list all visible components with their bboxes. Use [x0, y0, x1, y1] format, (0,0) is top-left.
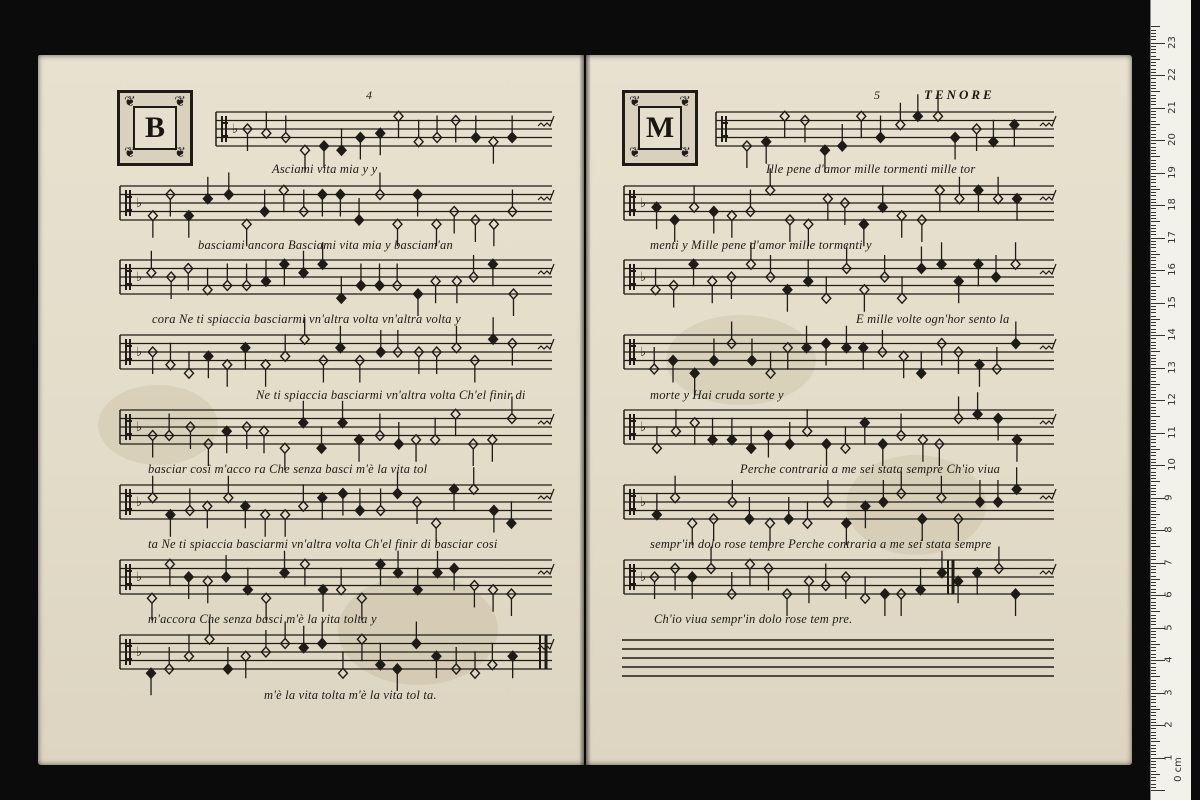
ruler-number: 11: [1166, 425, 1178, 439]
note-head-icon: [1011, 339, 1020, 349]
note-head-icon: [355, 506, 364, 516]
note-head-icon: [376, 128, 385, 138]
note-head-icon: [281, 510, 290, 520]
note-head-icon: [651, 285, 660, 295]
note-head-icon: [469, 484, 478, 494]
note-head-icon: [917, 368, 926, 378]
note-head-icon: [166, 360, 175, 370]
ruler-number: 6: [1163, 591, 1175, 598]
ruler-number: 18: [1166, 198, 1178, 211]
note-head-icon: [243, 585, 252, 595]
note-head-icon: [727, 211, 736, 221]
note-head-icon: [857, 111, 866, 121]
note-head-icon: [299, 643, 308, 653]
note-head-icon: [876, 133, 885, 143]
lyric-line: Ille pene d'amor mille tormenti mille tor: [766, 162, 976, 176]
note-head-icon: [147, 593, 156, 603]
note-head-icon: [147, 668, 156, 678]
ruler-number: 22: [1166, 68, 1178, 81]
ruler-number: 16: [1166, 263, 1178, 276]
initial-letter-m: M: [638, 106, 682, 150]
note-head-icon: [918, 514, 927, 524]
lyric-line: ta Ne ti spiaccia basciarmi vn'altra volta Ch'el finir di basciar cosi: [148, 537, 498, 551]
note-head-icon: [300, 334, 309, 344]
flat-sign-icon: ♭: [136, 570, 143, 585]
flat-sign-icon: ♭: [640, 420, 647, 435]
ruler-number: 14: [1166, 328, 1178, 341]
note-head-icon: [762, 137, 771, 147]
note-head-icon: [842, 343, 851, 353]
note-head-icon: [780, 111, 789, 121]
decorated-initial-right: ❦ ❦ ❦ ❦ M: [622, 90, 698, 166]
note-head-icon: [431, 435, 440, 445]
note-head-icon: [785, 439, 794, 449]
note-head-icon: [319, 585, 328, 595]
ruler-number: 15: [1166, 295, 1178, 309]
note-head-icon: [992, 272, 1001, 282]
note-head-icon: [897, 211, 906, 221]
lyric-line: Perche contraria a me sei stata sempre Ch'io viua: [740, 462, 1001, 476]
note-head-icon: [974, 259, 983, 269]
note-head-icon: [320, 141, 329, 151]
lyric-line: basciar cosi m'acco ra Che senza basci m'è la vita tol: [148, 462, 428, 476]
note-head-icon: [747, 443, 756, 453]
note-head-icon: [223, 360, 232, 370]
note-head-icon: [488, 435, 497, 445]
note-head-icon: [376, 559, 385, 569]
note-head-icon: [842, 518, 851, 528]
note-head-icon: [413, 190, 422, 200]
ruler-number: 10: [1166, 458, 1178, 471]
note-head-icon: [652, 510, 661, 520]
note-head-icon: [488, 660, 497, 670]
note-head-icon: [489, 506, 498, 516]
note-head-icon: [357, 593, 366, 603]
note-head-icon: [431, 276, 440, 286]
note-head-icon: [355, 435, 364, 445]
note-head-icon: [954, 576, 963, 586]
note-head-icon: [974, 185, 983, 195]
note-head-icon: [148, 493, 157, 503]
page-number-right: 5: [874, 88, 880, 102]
note-head-icon: [452, 276, 461, 286]
note-head-icon: [356, 133, 365, 143]
note-head-icon: [241, 501, 250, 511]
note-head-icon: [859, 343, 868, 353]
note-head-icon: [899, 351, 908, 361]
note-head-icon: [393, 219, 402, 229]
flat-sign-icon: ♭: [136, 196, 143, 211]
note-head-icon: [1011, 589, 1020, 599]
note-head-icon: [224, 493, 233, 503]
note-head-icon: [489, 219, 498, 229]
note-head-icon: [507, 518, 516, 528]
ruler-number: 20: [1166, 133, 1178, 146]
note-head-icon: [690, 368, 699, 378]
flat-sign-icon: ♭: [136, 345, 143, 360]
flat-sign-icon: ♭: [640, 196, 647, 211]
note-head-icon: [488, 259, 497, 269]
note-head-icon: [184, 572, 193, 582]
flat-sign-icon: ♭: [136, 270, 143, 285]
note-head-icon: [300, 145, 309, 155]
note-head-icon: [652, 202, 661, 212]
note-head-icon: [973, 568, 982, 578]
note-head-icon: [975, 497, 984, 507]
note-head-icon: [994, 414, 1003, 424]
flat-sign-icon: ♭: [640, 270, 647, 285]
note-head-icon: [318, 493, 327, 503]
note-head-icon: [184, 651, 193, 661]
note-head-icon: [1012, 435, 1021, 445]
note-head-icon: [746, 259, 755, 269]
note-head-icon: [880, 589, 889, 599]
note-head-icon: [432, 518, 441, 528]
ruler-number: 1: [1163, 753, 1175, 761]
note-head-icon: [338, 668, 347, 678]
note-head-icon: [508, 133, 517, 143]
note-head-icon: [393, 664, 402, 674]
note-head-icon: [451, 409, 460, 419]
flat-sign-icon: ♭: [640, 570, 647, 585]
note-head-icon: [489, 334, 498, 344]
ruler-number: 19: [1166, 165, 1178, 179]
lyric-line: Asciami vita mia y y: [272, 162, 378, 176]
note-head-icon: [394, 439, 403, 449]
note-head-icon: [357, 634, 366, 644]
note-head-icon: [934, 111, 943, 121]
note-head-icon: [336, 190, 345, 200]
decorated-initial-left: ❦ ❦ ❦ ❦ B: [117, 90, 193, 166]
ruler-number: 13: [1166, 360, 1178, 374]
note-head-icon: [879, 497, 888, 507]
note-head-icon: [337, 585, 346, 595]
lyric-line: Ch'io viua sempr'in dolo rose tem pre.: [654, 612, 853, 626]
ruler-number: 2: [1163, 721, 1175, 728]
note-head-icon: [241, 651, 250, 661]
note-head-icon: [688, 572, 697, 582]
note-head-icon: [299, 268, 308, 278]
note-head-icon: [937, 493, 946, 503]
note-head-icon: [376, 660, 385, 670]
note-head-icon: [489, 585, 498, 595]
note-head-icon: [859, 219, 868, 229]
note-head-icon: [918, 435, 927, 445]
note-head-icon: [299, 418, 308, 428]
note-head-icon: [184, 368, 193, 378]
note-head-icon: [727, 435, 736, 445]
note-head-icon: [937, 259, 946, 269]
ruler-number: 3: [1163, 688, 1175, 696]
note-head-icon: [766, 368, 775, 378]
note-head-icon: [993, 497, 1002, 507]
note-head-icon: [471, 133, 480, 143]
note-head-icon: [413, 289, 422, 299]
note-head-icon: [1010, 120, 1019, 130]
note-head-icon: [262, 593, 271, 603]
note-head-icon: [689, 259, 698, 269]
note-head-icon: [452, 343, 461, 353]
note-head-icon: [935, 185, 944, 195]
lyric-line: cora Ne ti spiaccia basciarmi vn'altra volta vn'altra volta y: [152, 312, 461, 326]
note-head-icon: [147, 268, 156, 278]
note-head-icon: [337, 293, 346, 303]
note-head-icon: [784, 514, 793, 524]
ruler-number: 23: [1166, 35, 1178, 49]
note-head-icon: [838, 141, 847, 151]
note-head-icon: [878, 202, 887, 212]
note-head-icon: [989, 137, 998, 147]
note-head-icon: [898, 293, 907, 303]
note-head-icon: [822, 293, 831, 303]
note-head-icon: [450, 564, 459, 574]
note-head-icon: [690, 418, 699, 428]
note-head-icon: [165, 559, 174, 569]
lyric-line: Ne ti spiaccia basciarmi vn'altra volta Ch'el finir di: [256, 388, 526, 402]
note-head-icon: [450, 484, 459, 494]
note-head-icon: [203, 285, 212, 295]
note-head-icon: [433, 568, 442, 578]
ruler-number: 21: [1166, 100, 1178, 114]
note-head-icon: [841, 443, 850, 453]
note-head-icon: [766, 185, 775, 195]
note-head-icon: [745, 514, 754, 524]
note-head-icon: [148, 211, 157, 221]
note-head-icon: [747, 356, 756, 366]
ruler-unit-label: 0 cm: [1172, 757, 1184, 782]
note-head-icon: [299, 501, 308, 511]
lyric-line: m'è la vita tolta m'è la vita tol ta.: [264, 688, 437, 702]
note-head-icon: [203, 576, 212, 586]
note-head-icon: [375, 281, 384, 291]
flat-sign-icon: ♭: [232, 122, 239, 137]
note-head-icon: [783, 343, 792, 353]
note-head-icon: [222, 426, 231, 436]
note-head-icon: [394, 568, 403, 578]
note-head-icon: [280, 568, 289, 578]
note-head-icon: [318, 639, 327, 649]
note-head-icon: [709, 356, 718, 366]
note-head-icon: [224, 190, 233, 200]
note-head-icon: [917, 264, 926, 274]
note-head-icon: [203, 194, 212, 204]
note-head-icon: [955, 194, 964, 204]
note-head-icon: [318, 259, 327, 269]
note-head-icon: [394, 111, 403, 121]
lyric-line: E mille volte ogn'hor sento la: [856, 312, 1010, 326]
note-head-icon: [975, 360, 984, 370]
note-head-icon: [804, 576, 813, 586]
note-head-icon: [356, 281, 365, 291]
note-head-icon: [803, 426, 812, 436]
note-head-icon: [804, 276, 813, 286]
flat-sign-icon: ♭: [136, 495, 143, 510]
note-head-icon: [822, 439, 831, 449]
initial-letter-b: B: [133, 106, 177, 150]
note-head-icon: [861, 593, 870, 603]
note-head-icon: [260, 426, 269, 436]
flat-sign-icon: ♭: [640, 495, 647, 510]
note-head-icon: [336, 343, 345, 353]
flat-sign-icon: ♭: [640, 345, 647, 360]
ruler-number: 9: [1163, 493, 1175, 501]
note-head-icon: [261, 360, 270, 370]
note-head-icon: [222, 572, 231, 582]
note-head-icon: [279, 185, 288, 195]
note-head-icon: [432, 219, 441, 229]
note-head-icon: [764, 431, 773, 441]
note-head-icon: [300, 559, 309, 569]
note-head-icon: [280, 443, 289, 453]
lyric-line: m'accora Che senza basci m'è la vita tolta y: [148, 612, 377, 626]
lyric-line: basciami ancora Basciami vita mia y basciam'an: [198, 238, 453, 252]
note-head-icon: [670, 215, 679, 225]
note-head-icon: [317, 443, 326, 453]
note-head-icon: [203, 501, 212, 511]
ruler-number: 7: [1163, 558, 1175, 566]
note-head-icon: [803, 518, 812, 528]
lyric-line: sempr'in dolo rose tempre Perche contraria a me sei stata sempre: [650, 537, 992, 551]
note-head-icon: [318, 190, 327, 200]
note-head-icon: [184, 211, 193, 221]
note-head-icon: [671, 426, 680, 436]
note-head-icon: [823, 194, 832, 204]
note-head-icon: [242, 219, 251, 229]
note-head-icon: [708, 276, 717, 286]
note-head-icon: [414, 137, 423, 147]
page-number-left: 4: [366, 88, 372, 102]
note-head-icon: [489, 137, 498, 147]
flat-sign-icon: ♭: [136, 420, 143, 435]
note-head-icon: [671, 493, 680, 503]
note-head-icon: [690, 202, 699, 212]
note-head-icon: [355, 215, 364, 225]
note-head-icon: [804, 219, 813, 229]
lyric-line: morte y Hai cruda sorte y: [650, 388, 784, 402]
note-head-icon: [471, 668, 480, 678]
ruler-number: 12: [1166, 393, 1178, 406]
note-head-icon: [432, 651, 441, 661]
note-head-icon: [973, 409, 982, 419]
note-head-icon: [708, 435, 717, 445]
note-head-icon: [205, 634, 214, 644]
note-head-icon: [261, 276, 270, 286]
note-head-icon: [994, 194, 1003, 204]
note-head-icon: [281, 351, 290, 361]
note-head-icon: [223, 664, 232, 674]
note-head-icon: [262, 128, 271, 138]
note-head-icon: [860, 418, 869, 428]
note-head-icon: [280, 259, 289, 269]
ruler-number: 8: [1163, 526, 1175, 533]
note-head-icon: [1012, 484, 1021, 494]
note-head-icon: [652, 443, 661, 453]
note-head-icon: [860, 285, 869, 295]
voice-part-label: TENORE: [924, 87, 995, 102]
note-head-icon: [204, 351, 213, 361]
note-head-icon: [376, 347, 385, 357]
note-head-icon: [709, 207, 718, 217]
note-head-icon: [937, 568, 946, 578]
note-head-icon: [820, 145, 829, 155]
note-head-icon: [954, 276, 963, 286]
note-head-icon: [393, 489, 402, 499]
lyric-line: menti y Mille pene d'amor mille tormenti y: [650, 238, 872, 252]
note-head-icon: [878, 439, 887, 449]
note-head-icon: [337, 145, 346, 155]
flat-sign-icon: ♭: [136, 645, 143, 660]
note-head-icon: [338, 418, 347, 428]
note-head-icon: [412, 435, 421, 445]
ruler-number: 17: [1166, 230, 1178, 244]
note-head-icon: [861, 501, 870, 511]
ruler-number: 5: [1163, 623, 1175, 631]
note-head-icon: [916, 585, 925, 595]
note-head-icon: [913, 111, 922, 121]
note-head-icon: [261, 510, 270, 520]
note-head-icon: [951, 133, 960, 143]
note-head-icon: [822, 339, 831, 349]
note-head-icon: [412, 639, 421, 649]
note-head-icon: [745, 559, 754, 569]
note-head-icon: [413, 585, 422, 595]
note-head-icon: [896, 120, 905, 130]
ruler-number: 4: [1163, 656, 1175, 663]
note-head-icon: [338, 489, 347, 499]
note-head-icon: [1013, 194, 1022, 204]
note-head-icon: [688, 518, 697, 528]
note-head-icon: [783, 285, 792, 295]
note-head-icon: [1011, 259, 1020, 269]
note-head-icon: [241, 343, 250, 353]
note-head-icon: [508, 651, 517, 661]
note-head-icon: [260, 207, 269, 217]
note-head-icon: [166, 510, 175, 520]
note-head-icon: [802, 343, 811, 353]
note-head-icon: [669, 356, 678, 366]
note-head-icon: [765, 518, 774, 528]
